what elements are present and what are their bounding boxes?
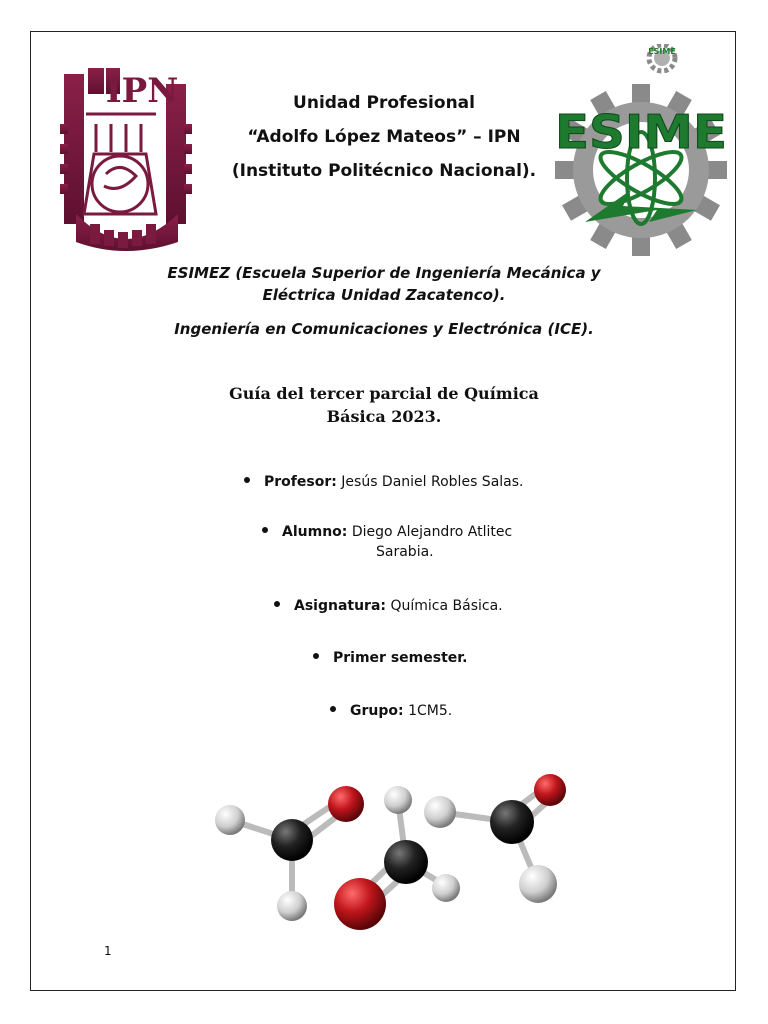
school-line-2: Eléctrica Unidad Zacatenco). xyxy=(262,286,506,304)
list-item-asignatura xyxy=(274,596,503,616)
list-item-alumno xyxy=(262,522,562,542)
program-name: Ingeniería en Comunicaciones y Electrónica (ICE). xyxy=(174,320,594,338)
esime-logo xyxy=(552,44,730,256)
school-name xyxy=(40,262,728,306)
institution-line-2: “Adolfo López Mateos” – IPN xyxy=(247,127,521,147)
alumno-label: Alumno: xyxy=(282,524,348,540)
list-item-grupo xyxy=(330,701,452,721)
page-number: 1 xyxy=(104,944,112,958)
institution-line-3: (Instituto Politécnico Nacional). xyxy=(231,161,537,181)
hydrogen-atom xyxy=(424,796,456,828)
bullet-icon xyxy=(262,527,268,533)
bullet-icon xyxy=(313,653,319,659)
asignatura-value: Química Básica. xyxy=(390,598,503,614)
list-item-profesor xyxy=(244,472,524,492)
alumno-value-continued: Sarabia. xyxy=(376,544,434,560)
ipn-logo-text: IPN xyxy=(105,71,179,111)
grupo-value: 1CM5. xyxy=(408,703,453,719)
school-line-1: ESIMEZ (Escuela Superior de Ingeniería Mecánica y xyxy=(167,264,601,282)
carbon-atom xyxy=(490,800,534,844)
semestre-text: Primer semester. xyxy=(333,650,468,666)
esime-logo-text: ESIME xyxy=(555,105,727,159)
carbon-atom xyxy=(384,840,428,884)
institution-line-1: Unidad Profesional xyxy=(293,93,475,113)
asignatura-label: Asignatura: xyxy=(294,598,387,614)
oxygen-atom xyxy=(328,786,364,822)
hydrogen-atom xyxy=(384,786,412,814)
hydrogen-atom xyxy=(215,805,245,835)
bullet-icon xyxy=(274,601,280,607)
bullet-icon xyxy=(330,706,336,712)
oxygen-atom xyxy=(334,878,386,930)
profesor-label: Profesor: xyxy=(264,474,337,490)
title-line-1: Guía del tercer parcial de Química xyxy=(229,384,539,403)
hydrogen-atom xyxy=(277,891,307,921)
title-line-2: Básica 2023. xyxy=(326,407,442,426)
hydrogen-atom xyxy=(519,865,557,903)
bullet-icon xyxy=(244,477,250,483)
ipn-logo xyxy=(56,64,194,256)
carbon-atom xyxy=(271,819,313,861)
profesor-value: Jesús Daniel Robles Salas. xyxy=(341,474,524,490)
molecules-illustration xyxy=(200,766,580,936)
hydrogen-atom xyxy=(432,874,460,902)
esime-small-text: ESIME xyxy=(648,47,676,56)
list-item-semestre xyxy=(313,648,467,668)
grupo-label: Grupo: xyxy=(350,703,404,719)
document-title xyxy=(180,382,588,428)
alumno-value: Diego Alejandro Atlitec xyxy=(351,524,513,540)
oxygen-atom xyxy=(534,774,566,806)
institution-header xyxy=(200,86,568,188)
